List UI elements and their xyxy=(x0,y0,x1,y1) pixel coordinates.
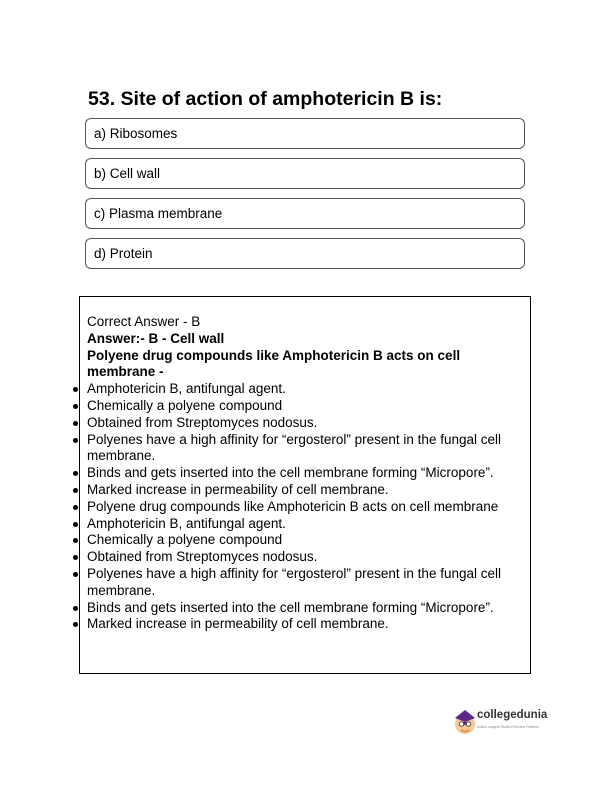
answer-line: Answer:- B - Cell wall xyxy=(87,330,225,346)
list-item: Polyene drug compounds like Amphotericin B acts on cell membrane xyxy=(87,499,527,516)
list-item: Obtained from Streptomyces nodosus. xyxy=(87,415,527,432)
explanation-heading: Polyene drug compounds like Amphotericin B acts on cell membrane - xyxy=(87,347,461,380)
list-item: Obtained from Streptomyces nodosus. xyxy=(87,549,527,566)
option-d[interactable]: d) Protein xyxy=(85,238,525,269)
list-item: Amphotericin B, antifungal agent. xyxy=(87,381,527,398)
question-title: 53. Site of action of amphotericin B is: xyxy=(88,88,443,110)
list-item: Amphotericin B, antifungal agent. xyxy=(87,516,527,533)
correct-answer-line: Correct Answer - B xyxy=(87,314,201,329)
list-item: Chemically a polyene compound xyxy=(87,532,527,549)
brand-name: collegedunia xyxy=(477,709,548,721)
explanation-list xyxy=(87,381,527,633)
answer-content xyxy=(87,314,527,633)
mascot-icon xyxy=(455,710,475,734)
list-item: Binds and gets inserted into the cell membrane forming “Micropore”. xyxy=(87,600,527,617)
list-item: Binds and gets inserted into the cell membrane forming “Micropore”. xyxy=(87,465,527,482)
list-item: Polyenes have a high affinity for “ergosterol” present in the fungal cell membrane. xyxy=(87,432,527,466)
option-a[interactable]: a) Ribosomes xyxy=(85,118,525,149)
option-c[interactable]: c) Plasma membrane xyxy=(85,198,525,229)
list-item: Chemically a polyene compound xyxy=(87,398,527,415)
option-b[interactable]: b) Cell wall xyxy=(85,158,525,189)
list-item: Polyenes have a high affinity for “ergosterol” present in the fungal cell membrane. xyxy=(87,566,527,600)
brand-tagline: India's Largest Student Review Platform xyxy=(477,725,540,729)
list-item: Marked increase in permeability of cell membrane. xyxy=(87,482,527,499)
list-item: Marked increase in permeability of cell membrane. xyxy=(87,616,527,633)
